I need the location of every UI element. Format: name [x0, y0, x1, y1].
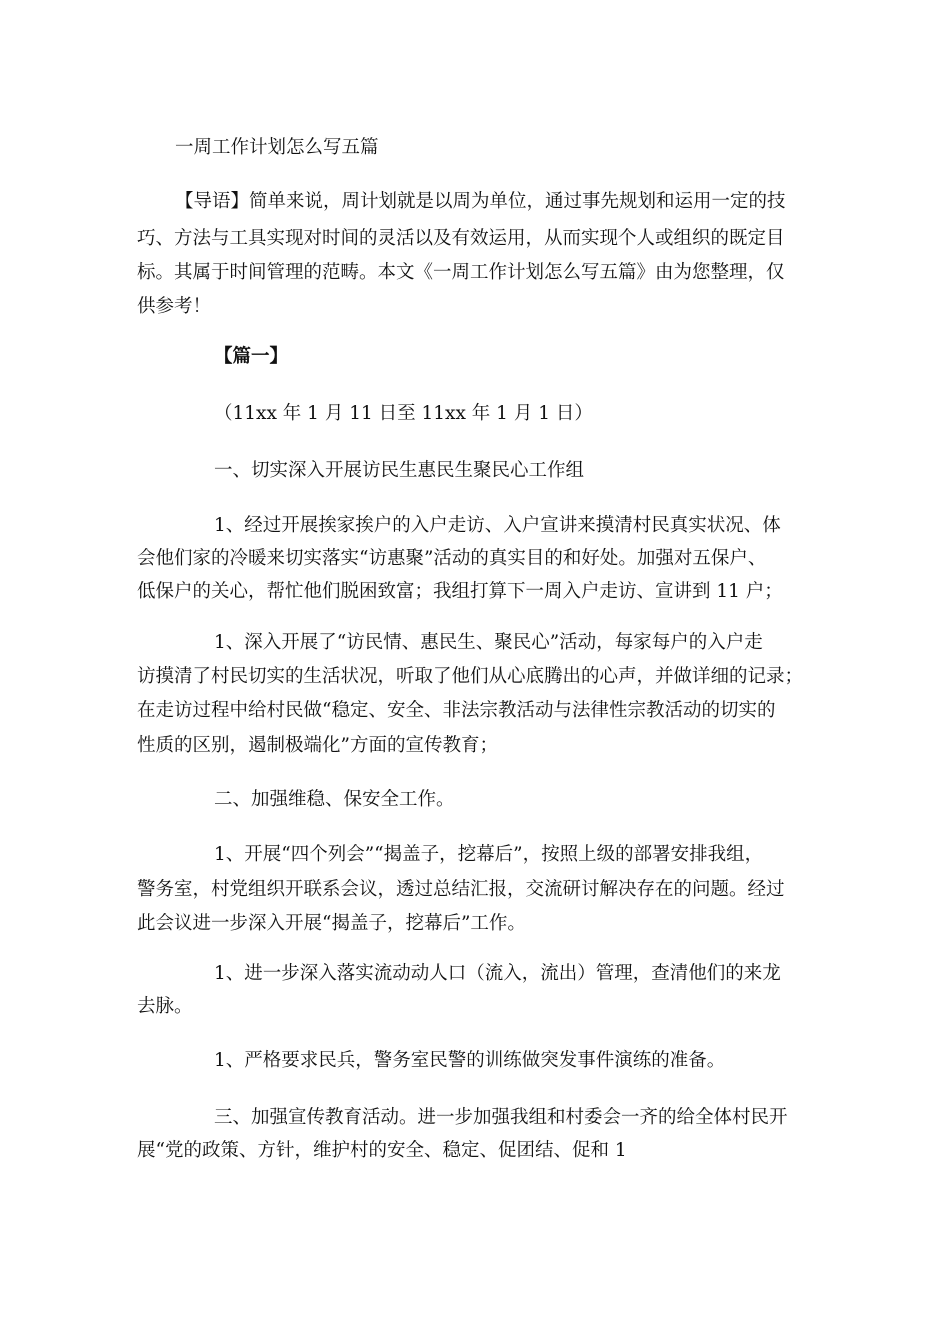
- paragraph-4-line-2: 去脉。: [137, 996, 193, 1017]
- paragraph-2-line-4: 性质的区别，遏制极端化”方面的宣传教育；: [137, 735, 498, 756]
- paragraph-6-line-2: 展“党的政策、方针，维护村的安全、稳定、促团结、促和 1: [137, 1140, 627, 1161]
- document-title: 一周工作计划怎么写五篇: [175, 137, 379, 158]
- paragraph-1-line-2: 会他们家的冷暖来切实落实“访惠聚”活动的真实目的和好处。加强对五保户、: [137, 548, 767, 569]
- paragraph-1-line-3: 低保户的关心，帮忙他们脱困致富；我组打算下一周入户走访、宣讲到 11 户；: [137, 581, 783, 602]
- paragraph-3-line-3: 此会议进一步深入开展“揭盖子，挖幕后”工作。: [137, 913, 526, 934]
- intro-line-1: 【导语】简单来说，周计划就是以周为单位，通过事先规划和运用一定的技: [175, 191, 786, 212]
- section-heading: 【篇一】: [214, 346, 289, 367]
- paragraph-5: 1、严格要求民兵，警务室民警的训练做突发事件演练的准备。: [214, 1050, 726, 1071]
- paragraph-1-line-1: 1、经过开展挨家挨户的入户走访、入户宣讲来摸清村民真实状况、体: [214, 515, 781, 536]
- part2-heading: 二、加强维稳、保安全工作。: [214, 789, 455, 810]
- paragraph-4-line-1: 1、进一步深入落实流动动人口（流入，流出）管理，查清他们的来龙: [214, 963, 781, 984]
- paragraph-3-line-2: 警务室，村党组织开联系会议，透过总结汇报，交流研讨解决存在的问题。经过: [137, 879, 785, 900]
- paragraph-2-line-1: 1、深入开展了“访民情、惠民生、聚民心”活动，每家每户的入户走: [214, 632, 763, 653]
- paragraph-2-line-2: 访摸清了村民切实的生活状况，听取了他们从心底腾出的心声，并做详细的记录；: [137, 666, 804, 687]
- intro-line-4: 供参考！: [137, 296, 212, 317]
- intro-line-3: 标。其属于时间管理的范畴。本文《一周工作计划怎么写五篇》由为您整理，仅: [137, 262, 785, 283]
- part1-heading: 一、切实深入开展访民生惠民生聚民心工作组: [214, 460, 585, 481]
- paragraph-6-line-1: 三、加强宣传教育活动。进一步加强我组和村委会一齐的给全体村民开: [214, 1107, 788, 1128]
- intro-line-2: 巧、方法与工具实现对时间的灵活以及有效运用，从而实现个人或组织的既定目: [137, 228, 785, 249]
- paragraph-2-line-3: 在走访过程中给村民做“稳定、安全、非法宗教活动与法律性宗教活动的切实的: [137, 700, 776, 721]
- paragraph-3-line-1: 1、开展“四个列会”“揭盖子，挖幕后”，按照上级的部署安排我组，: [214, 844, 764, 865]
- date-range: （11xx 年 1 月 11 日至 11xx 年 1 月 1 日）: [214, 403, 593, 424]
